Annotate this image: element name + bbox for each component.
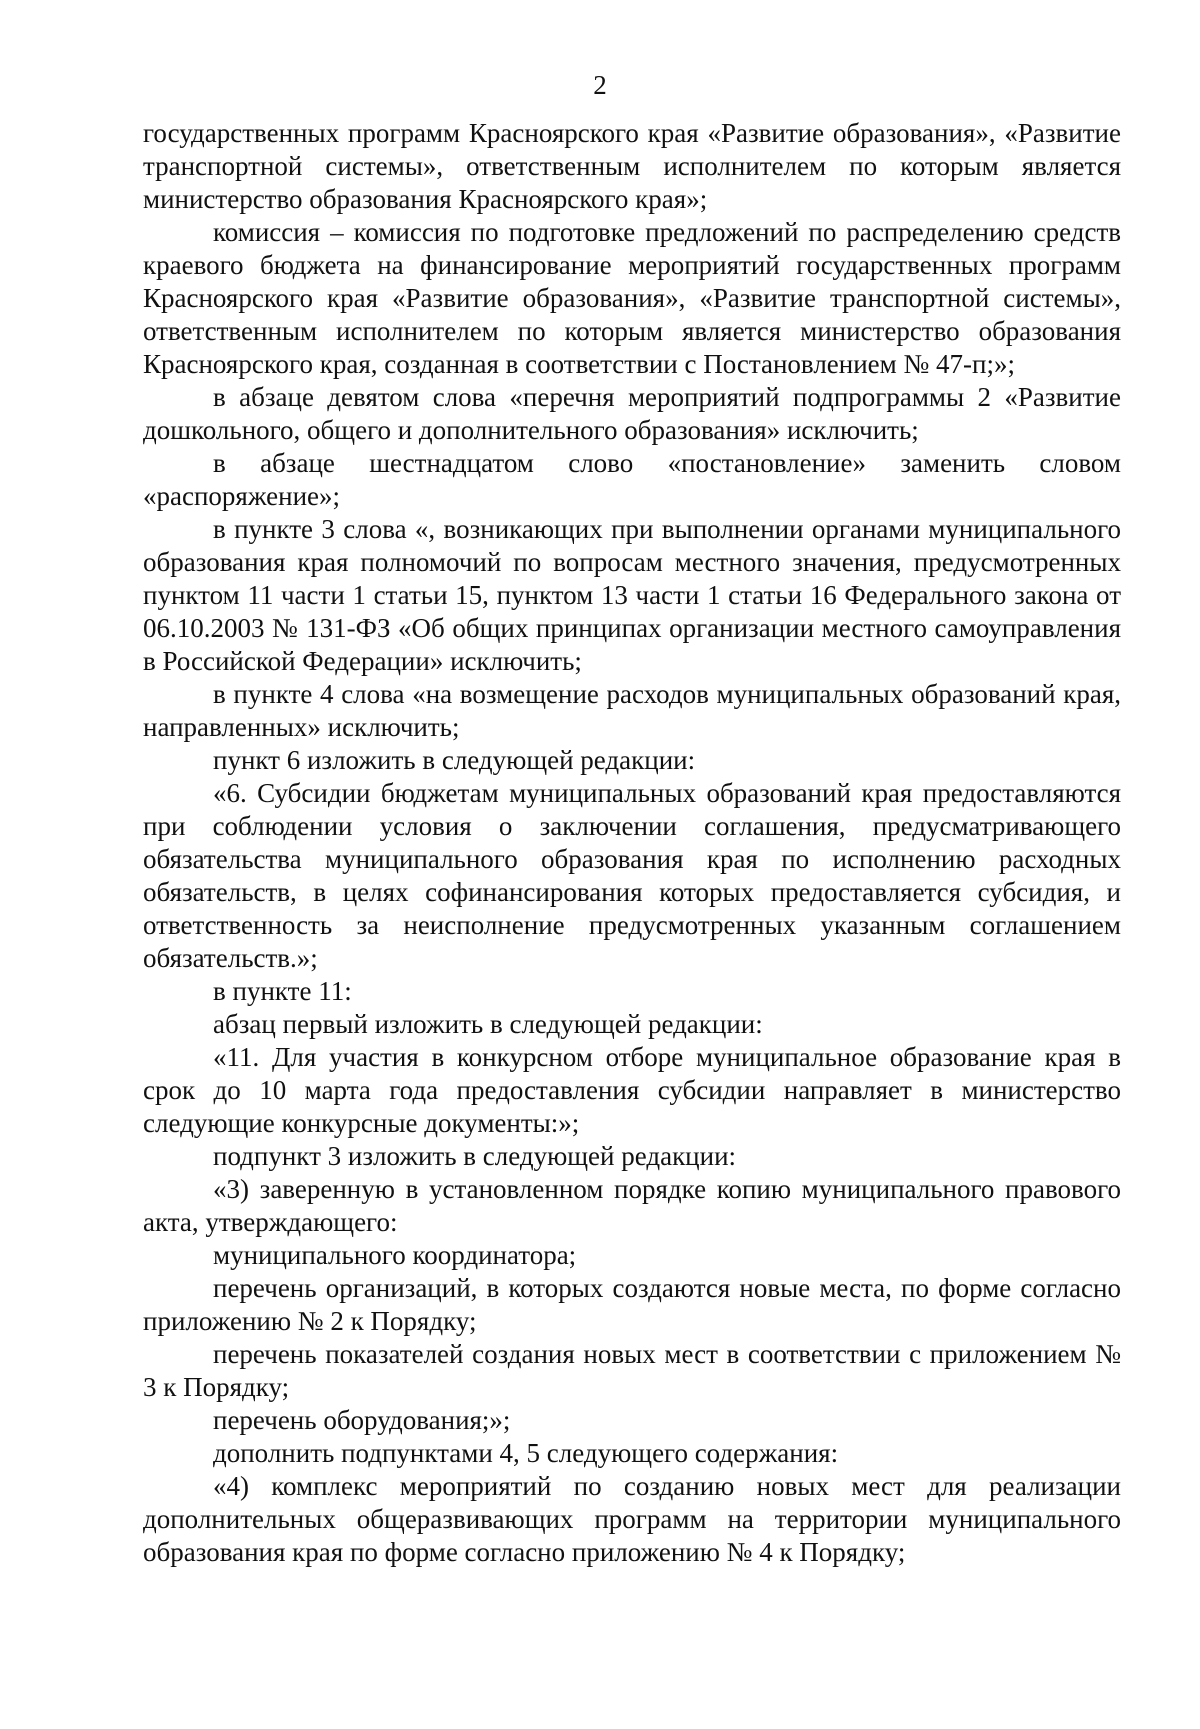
paragraph: «11. Для участия в конкурсном отборе муниципальное образование края в срок до 10 марта года предоставления субсидии направляет в министерство следующие конкурсные документы:»;	[143, 1042, 1121, 1138]
paragraph: в абзаце девятом слова «перечня мероприятий подпрограммы 2 «Развитие дошкольного, общего и дополнительного образования» исключить;	[143, 382, 1121, 445]
paragraph: перечень организаций, в которых создаются новые места, по форме согласно приложению № 2 к Порядку;	[143, 1273, 1121, 1336]
paragraph: в абзаце шестнадцатом слово «постановление» заменить словом «распоряжение»;	[143, 448, 1121, 511]
page-number: 2	[593, 70, 607, 100]
paragraph: перечень оборудования;»;	[213, 1405, 511, 1435]
paragraph: подпункт 3 изложить в следующей редакции:	[213, 1141, 737, 1171]
paragraph: перечень показателей создания новых мест в соответствии с приложением № 3 к Порядку;	[143, 1339, 1121, 1402]
paragraph: в пункте 4 слова «на возмещение расходов муниципальных образований края, направленных» исключить;	[143, 679, 1121, 742]
paragraph: комиссия – комиссия по подготовке предложений по распределению средств краевого бюджета на финансирование мероприятий государственных программ Красноярского края «Развитие образования», «Развитие транспортной системы», ответственным исполнителем по которым является министерство образования Красноярского края, созданная в соответствии с Постановлением № 47-п;»;	[143, 217, 1121, 379]
paragraph: в пункте 3 слова «, возникающих при выполнении органами муниципального образования края полномочий по вопросам местного значения, предусмотренных пунктом 11 части 1 статьи 15, пунктом 13 части 1 статьи 16 Федерального закона от 06.10.2003 № 131-ФЗ «Об общих принципах организации местного самоуправления в Российской Федерации» исключить;	[143, 514, 1121, 676]
paragraph: муниципального координатора;	[213, 1240, 577, 1270]
paragraph: пункт 6 изложить в следующей редакции:	[213, 745, 696, 775]
paragraph: «4) комплекс мероприятий по созданию новых мест для реализации дополнительных общеразвивающих программ на территории муниципального образования края по форме согласно приложению № 4 к Порядку;	[143, 1471, 1121, 1567]
paragraph: в пункте 11:	[213, 976, 352, 1006]
paragraph: абзац первый изложить в следующей редакции:	[213, 1009, 763, 1039]
paragraph: дополнить подпунктами 4, 5 следующего содержания:	[213, 1438, 839, 1468]
paragraph: государственных программ Красноярского края «Развитие образования», «Развитие транспортной системы», ответственным исполнителем по которым является министерство образования Красноярского края»;	[143, 118, 1121, 214]
document-body	[143, 117, 1121, 1569]
paragraph: «3) заверенную в установленном порядке копию муниципального правового акта, утверждающего:	[143, 1174, 1121, 1237]
paragraph: «6. Субсидии бюджетам муниципальных образований края предоставляются при соблюдении условия о заключении соглашения, предусматривающего обязательства муниципального образования края по исполнению расходных обязательств, в целях софинансирования которых предоставляется субсидия, и ответственность за неисполнение предусмотренных указанным соглашением обязательств.»;	[143, 778, 1121, 973]
